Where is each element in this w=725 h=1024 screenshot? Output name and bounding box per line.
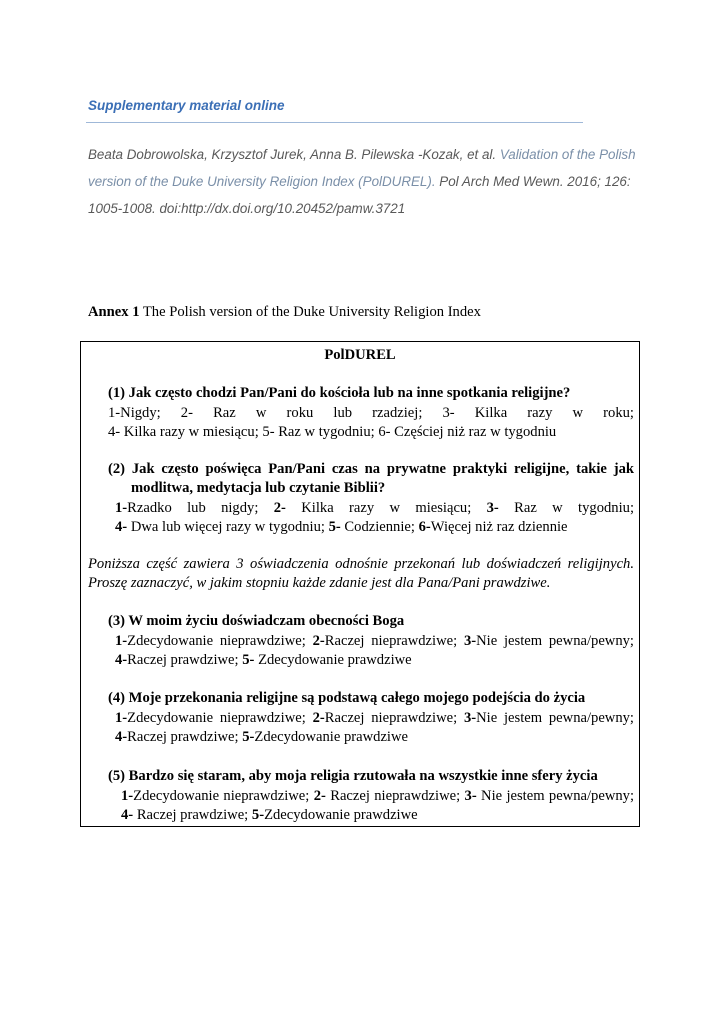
q2-question-line1: (2) Jak często poświęca Pan/Pani czas na prywatne praktyki religijne, takie jak <box>108 461 634 477</box>
q2-options-line1: 1-Rzadko lub nigdy; 2- Kilka razy w miesiącu; 3- Raz w tygodniu; <box>115 500 634 516</box>
questionnaire-title: PolDUREL <box>324 347 396 363</box>
q1-options-line1: 1-Nigdy; 2- Raz w roku lub rzadziej; 3- Kilka razy w roku; <box>108 405 634 421</box>
heading-divider <box>86 122 583 123</box>
q3-question: (3) W moim życiu doświadczam obecności Boga <box>108 613 405 629</box>
q4-options-line2: 4-Raczej prawdziwe; 5-Zdecydowanie prawdziwe <box>115 729 408 745</box>
q1-question: (1) Jak często chodzi Pan/Pani do kościoła lub na inne spotkania religijne? <box>108 385 571 401</box>
q3-options-line1: 1-Zdecydowanie nieprawdziwe; 2-Raczej nieprawdziwe; 3-Nie jestem pewna/pewny; <box>115 633 634 649</box>
citation-line-2 <box>88 168 648 195</box>
q4-options-line1: 1-Zdecydowanie nieprawdziwe; 2-Raczej nieprawdziwe; 3-Nie jestem pewna/pewny; <box>115 710 634 726</box>
citation-line-3 <box>88 195 648 222</box>
citation-authors-tail: -Kozak, et al. <box>417 147 497 162</box>
annex-label: Annex 1 <box>88 304 140 320</box>
questionnaire-box <box>80 341 640 827</box>
annex-title: The Polish version of the Duke University Religion Index <box>139 304 481 320</box>
q2-question-line2: modlitwa, medytacja lub czytanie Biblii? <box>131 480 386 496</box>
q3-options-line2: 4-Raczej prawdziwe; 5- Zdecydowanie prawdziwe <box>115 652 412 668</box>
annex-caption <box>88 304 481 321</box>
q5-options-line2: 4- Raczej prawdziwe; 5-Zdecydowanie prawdziwe <box>121 807 418 823</box>
citation-line-1 <box>88 141 648 168</box>
citation-title-part1: Validation of the Polish <box>496 147 636 162</box>
q5-question: (5) Bardzo się staram, aby moja religia rzutowała na wszystkie inne sfery życia <box>108 768 598 784</box>
q1-options-line2: 4- Kilka razy w miesiącu; 5- Raz w tygodniu; 6- Częściej niż raz w tygodniu <box>108 424 557 440</box>
citation-title-part2: version of the Duke University Religion Index (PolDUREL). <box>88 174 436 189</box>
citation-pages-doi: 1005-1008. doi:http://dx.doi.org/10.20452/pamw.3721 <box>88 201 406 216</box>
intro-line2: Proszę zaznaczyć, w jakim stopniu każde zdanie jest dla Pana/Pani prawdziwe. <box>88 575 551 591</box>
q4-question: (4) Moje przekonania religijne są podstawą całego mojego podejścia do życia <box>108 690 586 706</box>
citation-journal: Pol Arch Med Wewn. 2016; 126: <box>435 174 631 189</box>
q2-options-line2: 4- Dwa lub więcej razy w tygodniu; 5- Codziennie; 6-Więcej niż raz dziennie <box>115 519 568 535</box>
supplementary-heading: Supplementary material online <box>88 98 285 113</box>
q5-options-line1: 1-Zdecydowanie nieprawdziwe; 2- Raczej nieprawdziwe; 3- Nie jestem pewna/pewny; <box>121 788 635 804</box>
citation-block <box>88 141 648 222</box>
citation-authors: Beata Dobrowolska, Krzysztof Jurek, Anna B. Pilewska <box>88 147 418 162</box>
intro-line1: Poniższa część zawiera 3 oświadczenia odnośnie przekonań lub doświadczeń religijnych. <box>88 556 634 572</box>
